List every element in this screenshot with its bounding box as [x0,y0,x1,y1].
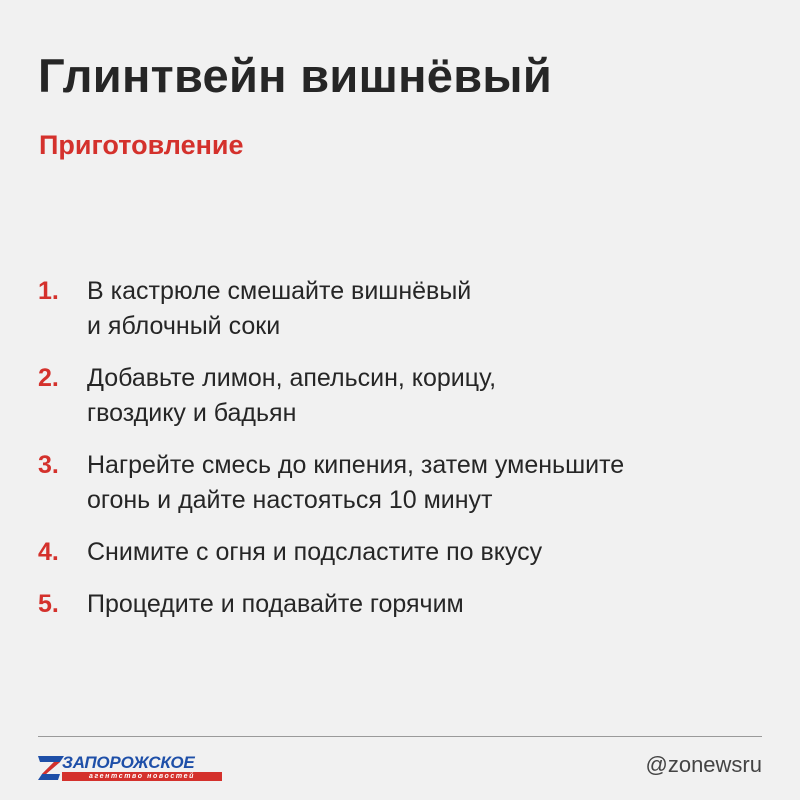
list-item [38,535,768,570]
steps-list [38,274,768,622]
section-subtitle: Приготовление [39,130,244,160]
step-text: В кастрюле смешайте вишнёвый и яблочный соки [87,277,472,340]
step-number: 4. [38,538,59,566]
step-text: Снимите с огня и подсластите по вкусу [87,538,543,566]
step-text: Добавьте лимон, апельсин, корицу, гвоздику и бадьян [87,364,497,427]
z-logo-icon [38,754,64,780]
list-item [38,587,768,622]
list-item [38,274,768,344]
footer-divider [38,736,762,737]
step-text: Процедите и подавайте горячим [87,590,464,618]
list-item [38,361,768,431]
step-number: 5. [38,590,59,618]
step-number: 2. [38,364,59,392]
step-text: Нагрейте смесь до кипения, затем уменьшите огонь и дайте настояться 10 минут [87,451,625,514]
page-title: Глинтвейн вишнёвый [38,49,553,102]
logo-tagline: агентство новостей [62,772,222,781]
logo-name: ЗАПОРОЖСКОЕ [62,753,195,772]
step-number: 1. [38,277,59,305]
list-item [38,448,768,518]
social-handle: @zonewsru [645,752,762,777]
step-number: 3. [38,451,59,479]
brand-logo [38,753,228,783]
